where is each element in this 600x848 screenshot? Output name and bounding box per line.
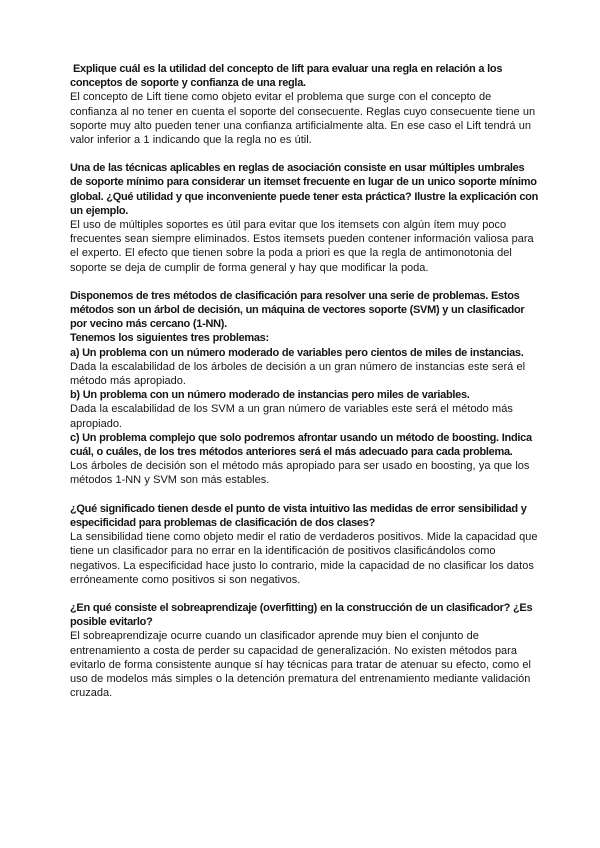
question-text: Una de las técnicas aplicables en reglas de asociación consiste en usar múltiples umbrales de soporte mínimo para considerar un itemset frecuente en lugar de un unico soporte mínimo global. ¿Qué utilidad y que inconveniente puede tener esta práctica? Ilustre la explicación con un ejemplo. (70, 162, 541, 217)
answer-text: Dada la escalabilidad de los árboles de decisión a un gran número de instancias este será el método más apropiado. (70, 360, 529, 388)
answer-text: Dada la escalabilidad de los SVM a un gran número de variables este será el método más apropiado. (70, 403, 517, 430)
qa-section (70, 289, 538, 488)
answer-text: La sensibilidad tiene como objeto medir el ratio de verdaderos positivos. Mide la capacidad que tiene un clasificador para no errar en la identificación de positivos clasificándolos como negativos. La especificidad hace justo lo contrario, mide la capacidad de no clasificar los datos erróneamente como positivos si son negativos. (70, 531, 541, 586)
answer-text: El sobreaprendizaje ocurre cuando un clasificador aprende muy bien el conjunto de entrenamiento a costa de perder su capacidad de generalización. No existen métodos para evitarlo de forma consistente aunque sí hay técnicas para tratar de atenuar su efecto, como el uso de modelos más simples o la detención prematura del entrenamiento mediante validación cruzada. (70, 630, 535, 700)
question-text: ¿Qué significado tienen desde el punto de vista intuitivo las medidas de error sensibilidad y especificidad para problemas de clasificación de dos clases? (70, 502, 530, 529)
qa-section (70, 601, 538, 700)
answer-text: El concepto de Lift tiene como objeto evitar el problema que surge con el concepto de confianza al no tener en cuenta el soporte del consecuente. Reglas cuyo consecuente tiene un soporte muy alto pueden tener una confianza artificialmente alta. En ese caso el Lift tendrá un valor inferior a 1 indicando que la regla no es útil. (70, 91, 539, 147)
question-text: Tenemos los siguientes tres problemas: (70, 332, 269, 345)
answer-text: El uso de múltiples soportes es útil para evitar que los itemsets con algún ítem muy poco frecuentes sean siempre eliminados. Estos itemsets pueden contener información valiosa para el experto. El efecto que tienen sobre la poda a priori es que la regla de antimonotonia del soporte se deja de cumplir de forma general y hay que modificar la poda. (70, 219, 537, 274)
answer-text: Los árboles de decisión son el método más apropiado para ser usado en boosting, ya que los métodos 1-NN y SVM son más estables. (70, 460, 533, 487)
qa-section (70, 161, 541, 275)
question-text: ¿En qué consiste el sobreaprendizaje (overfitting) en la construcción de un clasificador? ¿Es posible evitarlo? (70, 601, 536, 629)
question-text: b) Un problema con un número moderado de instancias pero miles de variables. (70, 389, 470, 402)
qa-section (70, 502, 541, 587)
question-text: Disponemos de tres métodos de clasificación para resolver una serie de problemas. Estos métodos son un árbol de decisión, un máquina de vectores soporte (SVM) y un clasificador por vecino más cercano (1-NN). (70, 289, 528, 331)
question-text: a) Un problema con un número moderado de variables pero cientos de miles de instancias. (70, 346, 524, 359)
qa-section (70, 62, 538, 147)
question-text: Explique cuál es la utilidad del concepto de lift para evaluar una regla en relación a los conceptos de soporte y confianza de una regla. (70, 63, 506, 90)
question-text: c) Un problema complejo que solo podremos afrontar usando un método de boosting. Indica cuál, o cuáles, de los tres métodos anteriores será el más adecuado para cada problema. (70, 431, 535, 459)
